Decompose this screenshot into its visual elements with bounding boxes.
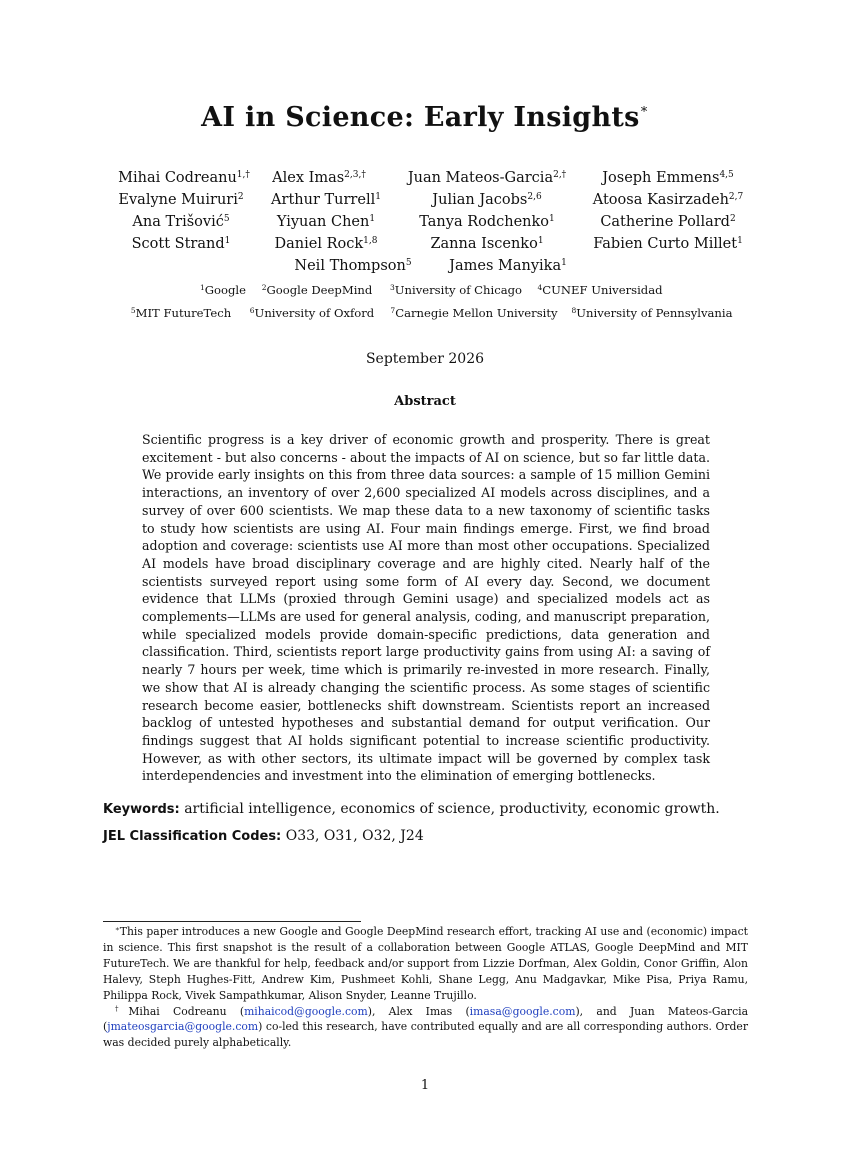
keywords-line [103, 801, 753, 817]
author: Daniel Rock$^{1,8}$ [274, 236, 378, 252]
author: Scott Strand$^1$ [131, 236, 231, 252]
footnote-acknowledgements: ∗This paper introduces a new Google and Google DeepMind research effort, tracking AI use and (economic) impact in science. This first snapshot is the result of a collaboration between Google ATLAS, Google DeepMind and MIT FutureTech. We are thankful for help, feedback and/or support from Lizzie Dorfman, Alex Goldin, Conor Griffin, Alon Halevy, Steph Hughes-Fitt, Andrew Kim, Pushmeet Kohli, Shane Legg, Anu Madgavkar, Mike Pisa, Priya Ramu, Philippa Rock, Vivek Sampathkumar, Alison Snyder, Leanne Trujillo. [103, 925, 748, 1002]
author: Zanna Iscenko$^1$ [430, 236, 544, 252]
affiliation: $^2$Google DeepMind [261, 283, 373, 297]
author: Atoosa Kasirzadeh$^{2,7}$ [592, 192, 744, 208]
footnotes [103, 924, 748, 1051]
author: Neil Thompson$^5$ [294, 258, 412, 274]
page-number: 1 [420, 1078, 430, 1093]
email-link[interactable]: jmateosgarcia@google.com [107, 1020, 259, 1034]
affiliation: $^5$MIT FutureTech [130, 306, 232, 320]
author: Evalyne Muiruri$^2$ [118, 192, 244, 208]
author: Arthur Turrell$^1$ [271, 192, 381, 208]
footnote-corresponding-authors: †Mihai Codreanu (mihaicod@google.com), Alex Imas (imasa@google.com), and Juan Mateos-Garcia (jmateosgarcia@google.com) co-led this research, have contributed equally and are all corresponding authors. Order was decided purely alphabetically. [103, 1004, 749, 1050]
jel-label: JEL Classification Codes: [103, 829, 282, 844]
author: Alex Imas$^{2,3,\dagger}$ [272, 170, 366, 186]
keywords-text: artificial intelligence, economics of science, productivity, economic growth. [184, 801, 720, 817]
author: Julian Jacobs$^{2,6}$ [432, 192, 542, 208]
author: Fabien Curto Millet$^1$ [593, 236, 743, 252]
affiliation: $^3$University of Chicago [389, 283, 523, 297]
email-link[interactable]: imasa@google.com [469, 1004, 576, 1018]
title-footnote-marker: ∗ [639, 102, 649, 117]
affiliation: $^7$Carnegie Mellon University [390, 306, 558, 320]
jel-codes-line [103, 828, 753, 844]
publication-date: September 2026 [365, 351, 485, 367]
keywords-label: Keywords: [103, 802, 180, 817]
email-link[interactable]: mihaicod@google.com [244, 1004, 368, 1018]
footnote-divider [103, 921, 361, 922]
abstract-text: Scientific progress is a key driver of economic growth and prosperity. There is great excitement - but also concerns - about the impacts of AI on science, but so far little data. We provide early insights on this from three data sources: a sample of 15 million Gemini interactions, an inventory of over 2,600 specialized AI models across disciplines, and a survey of over 600 scientists. We map these data to a new taxonomy of scientific tasks to study how scientists are using AI. Four main findings emerge. First, we find broad adoption and coverage: scientists use AI more than most other occupations. Specialized AI models have broad disciplinary coverage and are highly cited. Nearly half of the scientists surveyed report using some form of AI every day. Second, we document evidence that LLMs (proxied through Gemini usage) and specialized models act as complements—LLMs are used for general analysis, coding, and manuscript preparation, while specialized models provide domain-specific predictions, data generation and classification. Third, scientists report large productivity gains from using AI: a saving of nearly 7 hours per week, time which is primarily re-invested in more research. Finally, we show that AI is already changing the scientific process. As some stages of scientific research become easier, bottlenecks shift downstream. Scientists report an increased backlog of untested hypotheses and substantial demand for output verification. Our findings suggest that AI holds significant potential to increase scientific productivity. However, as with other sectors, its ultimate impact will be governed by complex task interdependencies and investment into the elimination of emerging bottlenecks. [142, 432, 710, 784]
paper-title: AI in Science: Early Insights∗ [201, 102, 649, 133]
author: Catherine Pollard$^2$ [600, 214, 736, 230]
author: Joseph Emmens$^{4,5}$ [602, 170, 734, 186]
affiliation: $^8$University of Pennsylvania [571, 306, 733, 320]
author: Ana Trišović$^5$ [132, 214, 230, 230]
affiliation: $^6$University of Oxford [249, 306, 375, 320]
author: James Manyika$^1$ [449, 258, 567, 274]
author: Yiyuan Chen$^1$ [276, 214, 376, 230]
abstract-heading: Abstract [394, 394, 456, 409]
author: Tanya Rodchenko$^1$ [419, 214, 555, 230]
affiliation: $^4$CUNEF Universidad [537, 283, 663, 297]
jel-codes: O33, O31, O32, J24 [285, 828, 424, 844]
author: Juan Mateos-Garcia$^{2,\dagger}$ [407, 170, 567, 186]
author: Mihai Codreanu$^{1,\dagger}$ [118, 170, 250, 186]
affiliation: $^1$Google [200, 283, 246, 297]
